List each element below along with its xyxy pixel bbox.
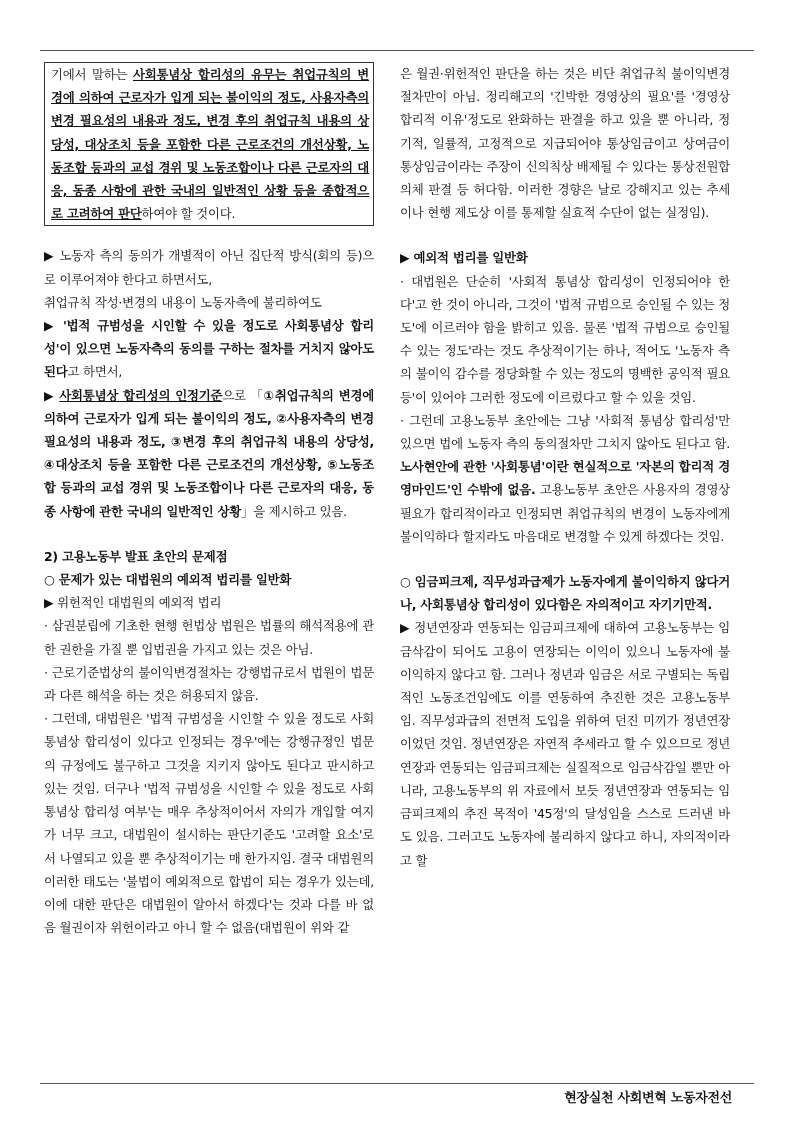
emphasis-text: ▶ '법적 규범성을 시인할 수 있을 정도로 사회통념상 합리성'이 있으면 노동자측의 동의를 구하는 절차를 거치지 않아도 된다 bbox=[44, 318, 374, 380]
quote-emphasis: 사회통념상 합리성의 유무는 취업규칙의 변경에 의하여 근로자가 입게 되는 불이익의 정도, 사용자측의 변경 필요성의 내용과 정도, 변경 후의 취업규칙 내용의 상당성, 대상조치 등을 포함한 다른 근로조건의 개선상황, 노동조합 등과의 교섭 경위 및 노동조합이나 다른 근로자의 대응, 동종 사항에 관한 국내의 일반적인 상황 등을 종합적으로 고려하여 판단 bbox=[51, 67, 370, 222]
plain-text: · 그런데 고용노동부 초안에는 그냥 '사회적 통념상 합리성'만 있으면 법에 노동자 측의 동의절차만 그치지 않아도 된다고 함. bbox=[400, 412, 730, 452]
quoted-ruling-box bbox=[44, 62, 374, 226]
paragraph bbox=[400, 409, 730, 548]
paragraph bbox=[44, 314, 374, 384]
paragraph: · 삼권분립에 기초한 현행 헌법상 법원은 법률의 해석적용에 관한 권한을 가질 뿐 입법권을 가지고 있는 것은 아님. bbox=[44, 618, 374, 657]
paragraph: ▶ 위헌적인 대법원의 예외적 법리 bbox=[44, 595, 222, 611]
bullet-marker: ▶ bbox=[44, 387, 60, 403]
quote-tail: 하여야 할 것이다. bbox=[141, 206, 236, 222]
plain-text: 」을 제시하고 있음. bbox=[241, 503, 347, 519]
subsection-heading: ○ 문제가 있는 대법원의 예외적 법리를 일반화 bbox=[44, 572, 292, 588]
paragraph: 은 월권·위헌적인 판단을 하는 것은 비단 취업규칙 불이익변경 절차만이 아님. 정리해고의 '긴박한 경영상의 필요'를 '경영상 합리적 이유'정도로 완화하는 판결을 하고 있을 뿐 아니라, 정기적, 일률적, 고정적으로 지급되어야 통상임금이고 상여금이 통상임금이라는 주장이 신의칙상 배제될 수 있다는 통상전원합의체 판결 등 허다함. 이러한 경향은 날로 강해지고 있는 추세이나 현행 제도상 이를 통제할 실효적 수단이 없는 실정임). bbox=[400, 66, 730, 221]
quote-lead: 기에서 말하는 bbox=[51, 67, 133, 82]
paragraph: · 근로기준법상의 불이익변경절차는 강행법규로서 법원이 법문과 다른 해석을 하는 것은 허용되지 않음. bbox=[44, 664, 374, 704]
paragraph: · 그런데, 대법원은 '법적 규범성을 시인할 수 있을 정도로 사회통념상 합리성이 있다고 인정되는 경우'에는 강행규정인 법문의 규정에도 불구하고 그것을 지키지 않아도 된다고 판시하고 있는 것임. 더구나 '법적 규범성을 시인할 수 있을 정도로 사회통념상 합리성 여부'는 매우 추상적이어서 자의가 개입할 여지가 너무 크고, 대법원이 설시하는 판단기준도 '고려할 요소'로서 나열되고 있을 뿐 추상적이기는 매 한가지임. 결국 대법원의 이러한 태도는 '불법이 예외적으로 합법이 되는 경우가 있는데, 이에 대한 판단은 대법원이 알아서 하겠다'는 것과 다를 바 없음 월권이자 위헌이라고 아니 할 수 없음(대법원이 위와 같 bbox=[44, 711, 374, 936]
criteria-heading: 사회통념상 합리성의 인정기준 bbox=[59, 387, 223, 403]
paragraph: 취업규칙 작성·변경의 내용이 노동자측에 불리하여도 bbox=[44, 294, 322, 310]
paragraph: ▶ 노동자 측의 동의가 개별적이 아닌 집단적 방식(회의 등)으로 이루어져야 한다고 하면서도, bbox=[44, 248, 374, 287]
top-rule bbox=[40, 50, 754, 51]
bottom-rule bbox=[40, 1083, 754, 1084]
emphasis-text: 노사현안에 관한 '사회통념'이란 현실적으로 '자본의 합리적 경영마인드'인 수밖에 없음. bbox=[400, 459, 730, 498]
paragraph bbox=[44, 384, 374, 523]
paragraph: ▶ 정년연장과 연동되는 임금피크제에 대하여 고용노동부는 임금삭감이 되어도 고용이 연장되는 이익이 있으니 노동자에 불이익하지 않다고 함. 그러나 정년과 임금은 서로 구별되는 독립적인 노동조건임에도 이를 연동하여 추진한 것은 고용노동부임. 직무성과급의 전면적 도입을 위하여 던진 미끼가 정년연장이었던 것임. 정년연장은 자연적 추세라고 할 수 있으므로 정년연장과 연동되는 임금피크제는 실질적으로 임금삭감일 뿐만 아니라, 고용노동부의 위 자료에서 보듯 정년연장과 연동되는 임금피크제의 추진 목적이 '45정'의 달성임을 스스로 드러낸 바도 있음. 그러고도 노동자에 불리하지 않다고 하니, 자의적이라고 할 bbox=[400, 620, 730, 868]
plain-text: 고 하면서, bbox=[67, 364, 123, 380]
plain-text: 고용노동부 초안은 사용자의 경영상 필요가 합리적이라고 인정되면 취업규칙의 변경이 노동자에게 불이익하다 할지라도 마음대로 변경할 수 있게 하겠다는 것임. bbox=[400, 482, 730, 544]
subsection-heading: ▶ 예외적 법리를 일반화 bbox=[400, 250, 528, 266]
plain-text: 으로 「 bbox=[222, 387, 264, 403]
right-column bbox=[400, 62, 730, 872]
subsection-heading: ○ 임금피크제, 직무성과급제가 노동자에게 불이익하지 않다거나, 사회통념상 합리성이 있다함은 자의적이고 자기기만적. bbox=[400, 574, 730, 613]
ruling-quote bbox=[51, 63, 369, 225]
paragraph: · 대법원은 단순히 '사회적 통념상 합리성이 인정되어야 한다'고 한 것이 아니라, 그것이 '법적 규범으로 승인될 수 있는 정도'에 이르러야 함을 밝히고 있음. 물론 '법적 규범으로 승인될 수 있는 정도'라는 것도 추상적이기는 하나, 적어도 '노동자 측의 불이익 감수를 정당화할 수 있는 정도의 명백한 공익적 필요 등'이 있어야 그러한 정도에 이르렀다고 할 수 있을 것임. bbox=[400, 273, 731, 405]
section-heading: 2) 고용노동부 발표 초안의 문제점 bbox=[44, 548, 228, 564]
left-column bbox=[44, 62, 374, 939]
footer-organization: 현장실천 사회변혁 노동자전선 bbox=[564, 1091, 732, 1106]
criteria-list: ①취업규칙의 변경에 의하여 근로자가 입게 되는 불이익의 정도, ②사용자측의 변경 필요성의 내용과 정도, ③변경 후의 취업규칙 내용의 상당성, ④대상조치 등을 포함한 다른 근로조건의 개선상황, ⑤노동조합 등과의 교섭 경위 및 노동조합이나 다른 근로자의 대응, 동종 사항에 관한 국내의 일반적인 상황 bbox=[44, 387, 375, 519]
